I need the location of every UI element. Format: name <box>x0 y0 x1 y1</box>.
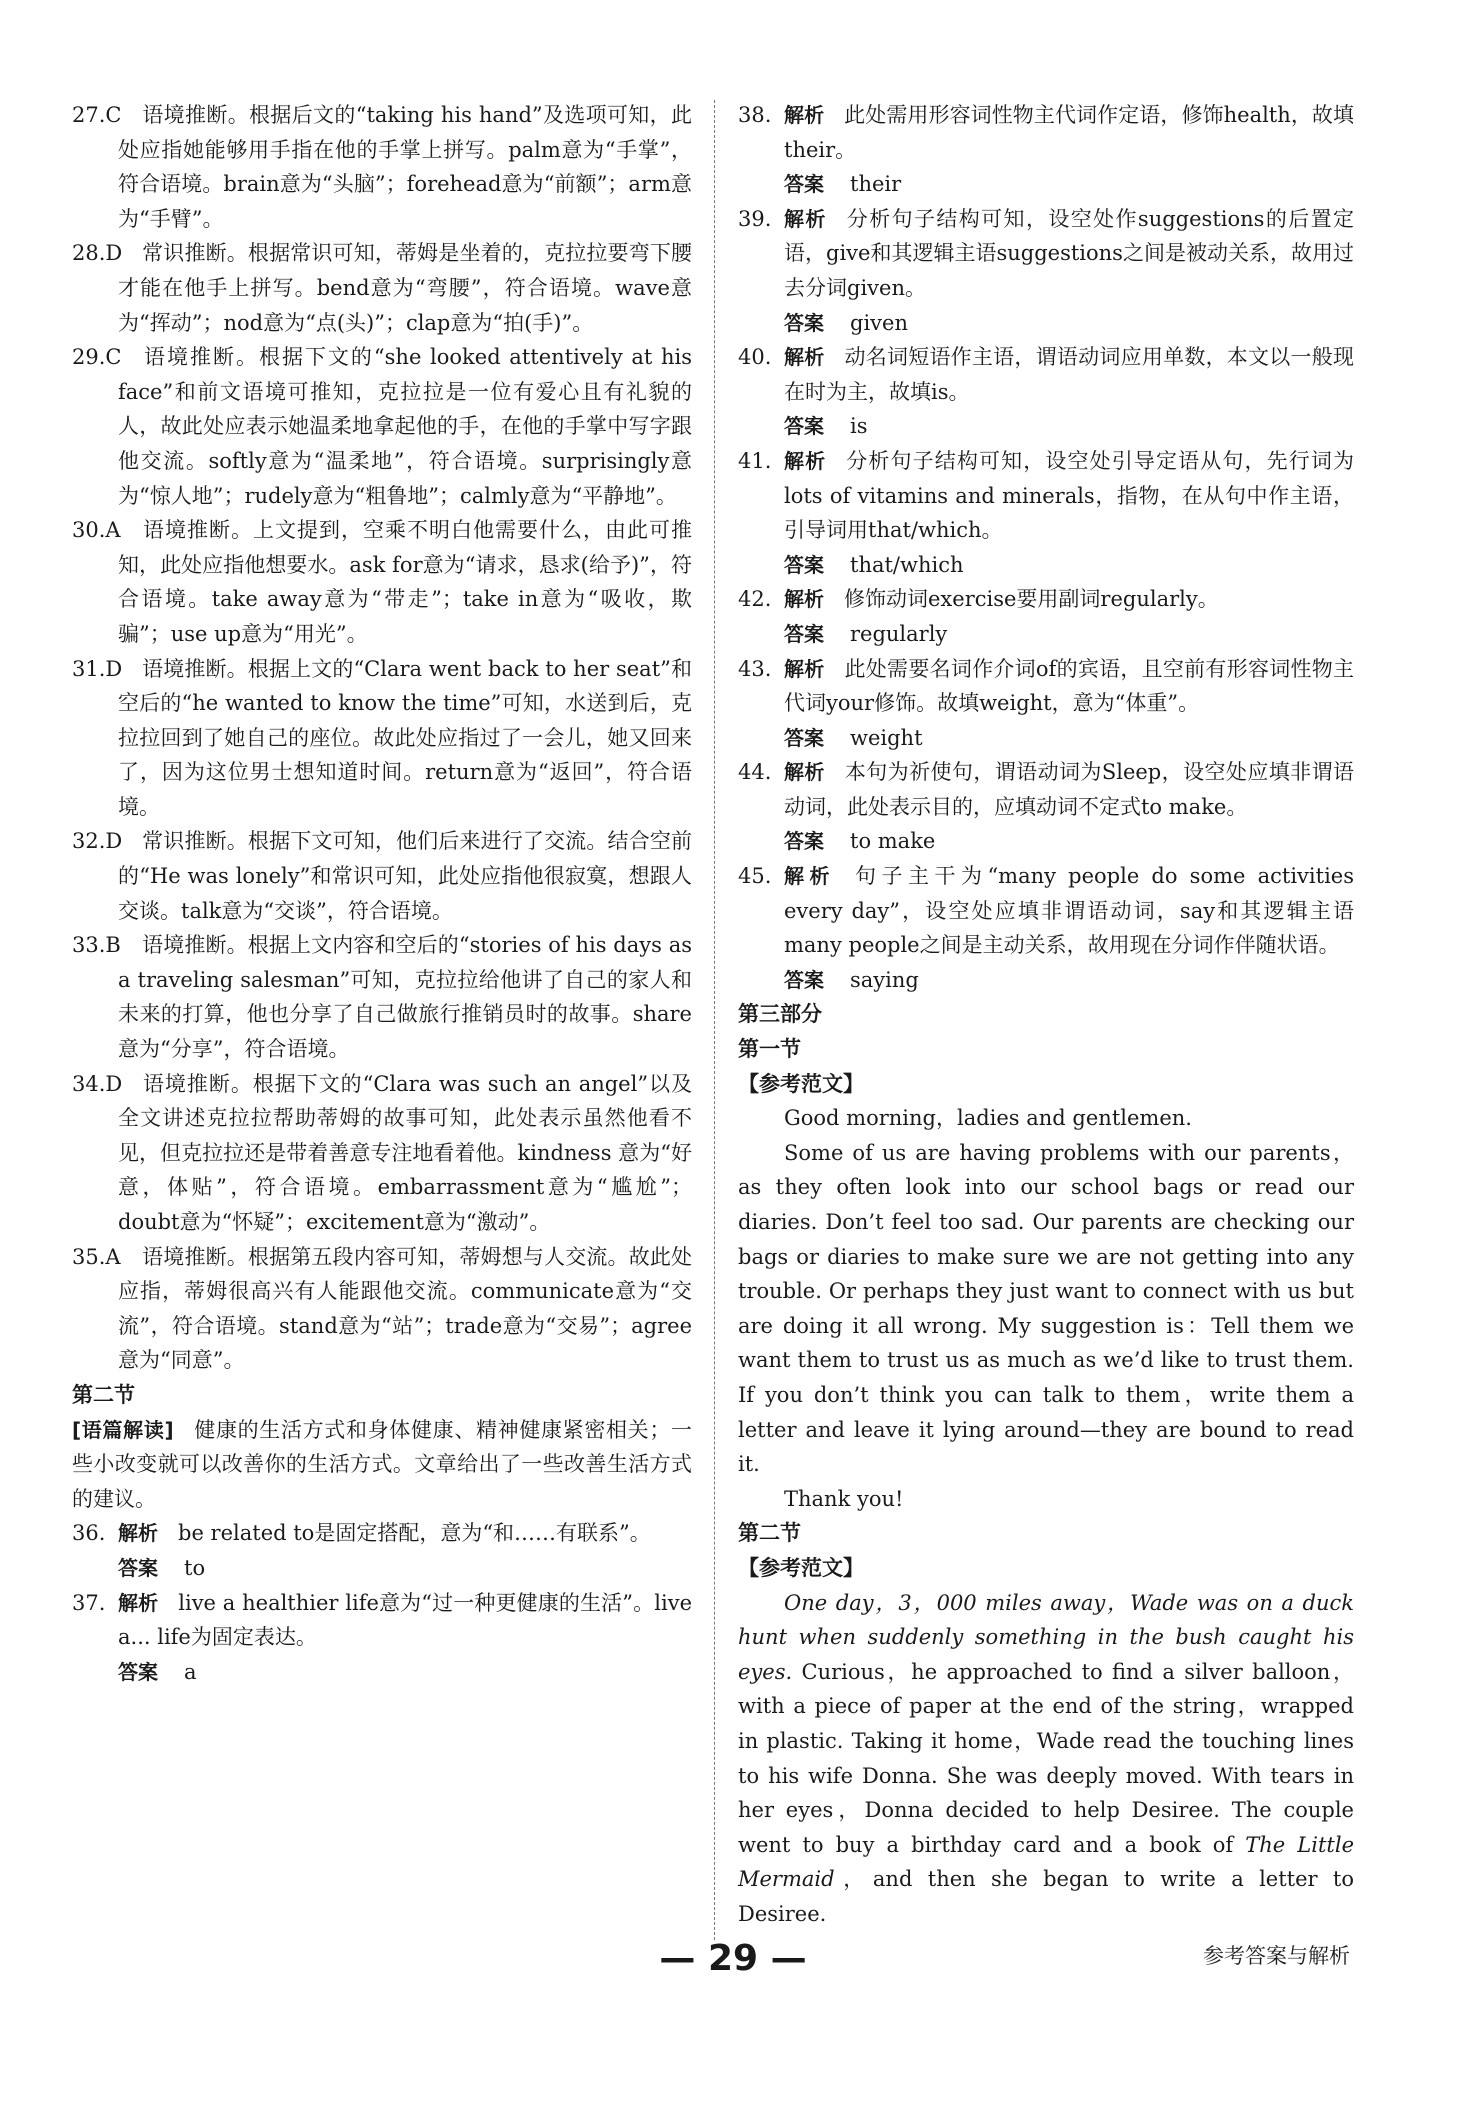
essay1-closing: Thank you! <box>784 1486 904 1511</box>
answer-item <box>72 236 692 340</box>
grammar-item <box>72 1516 692 1551</box>
grammar-item <box>738 340 1354 409</box>
part3-s2-label: 【参考范文】 <box>738 1555 864 1580</box>
question-number: 45. <box>738 864 772 889</box>
reading-text: 健康的生活方式和身体健康、精神健康紧密相关；一些小改变就可以改善你的生活方式。文章给出了一些改善生活方式的建议。 <box>72 1417 692 1511</box>
analysis-text: 动名词短语作主语，谓语动词应用单数，本文以一般现在时为主，故填is。 <box>784 345 1355 404</box>
answer-row <box>738 824 1354 859</box>
page-number: — 29 — <box>659 1938 807 1979</box>
answer-value: their <box>850 172 902 197</box>
grammar-item <box>738 652 1354 721</box>
answer-explanation: 语境推断。根据下文的“she looked attentively at his face”和前文语境可推知，克拉拉是一位有爱心且有礼貌的人，故此处应表示她温柔地拿起他的手，在他的手掌中写字跟他交流。softly意为“温柔地”，符合语境。surprisingly意为“惊人地”；rudely意为“粗鲁地”；calmly意为“平静地”。 <box>118 345 692 508</box>
question-number: 40. <box>738 345 772 370</box>
section2-heading: 第二节 <box>72 1382 135 1407</box>
answer-label: 答案 <box>784 725 824 750</box>
answer-row <box>738 409 1354 444</box>
essay2-book-title: The Little Mermaid <box>738 1832 1354 1892</box>
answer-value: saying <box>850 967 919 992</box>
grammar-item <box>72 1586 692 1655</box>
part3-s1-heading: 第一节 <box>738 1037 801 1062</box>
answer-number: 33.B <box>72 933 121 958</box>
analysis-text: live a healthier life意为“过一种更健康的生活”。live a... life为固定表达。 <box>118 1590 693 1650</box>
answer-explanation: 常识推断。根据下文可知，他们后来进行了交流。结合空前的“He was lonely”和常识可知，此处应指他很寂寞，想跟人交谈。talk意为“交谈”，符合语境。 <box>118 829 692 923</box>
answer-label: 答案 <box>784 172 824 197</box>
analysis-label: 解析 <box>784 864 835 889</box>
answer-explanation: 常识推断。根据常识可知，蒂姆是坐着的，克拉拉要弯下腰才能在他手上拼写。bend意为“弯腰”，符合语境。wave意为“挥动”；nod意为“点(头)”；clap意为“拍(手)”。 <box>118 241 692 335</box>
answer-explanation: 语境推断。根据第五段内容可知，蒂姆想与人交流。故此处应指，蒂姆很高兴有人能跟他交流。communicate意为“交流”，符合语境。stand意为“站”；trade意为“交易”；agree意为“同意”。 <box>118 1244 692 1373</box>
essay2-italic-start: One day，3，000 miles away，Wade was on a duck hunt when suddenly something in the bush caught his eyes. <box>738 1590 1354 1684</box>
answer-row <box>738 167 1354 202</box>
answer-value: weight <box>850 725 923 750</box>
essay2-body <box>738 1586 1354 1932</box>
question-number: 38. <box>738 103 772 127</box>
answer-value: that/which <box>850 552 964 577</box>
analysis-label: 解析 <box>118 1590 159 1615</box>
part3-s2-heading: 第二节 <box>738 1521 801 1546</box>
answer-label: 答案 <box>784 552 824 577</box>
answer-row <box>738 548 1354 583</box>
answer-row <box>72 1655 692 1690</box>
analysis-label: 解析 <box>118 1521 158 1546</box>
answer-item <box>72 652 692 825</box>
answer-number: 35.A <box>72 1244 121 1269</box>
answer-row <box>738 617 1354 652</box>
answer-item <box>72 340 692 513</box>
answer-row <box>738 306 1354 341</box>
footer-label: 参考答案与解析 <box>1203 1944 1350 1968</box>
answer-row <box>738 963 1354 998</box>
answer-value: a <box>184 1659 197 1684</box>
part3-s1-label: 【参考范文】 <box>738 1071 864 1096</box>
answer-row <box>738 721 1354 756</box>
analysis-text: 修饰动词exercise要用副词regularly。 <box>844 587 1219 612</box>
analysis-label: 解析 <box>784 587 824 612</box>
answer-value: to <box>184 1555 206 1580</box>
question-number: 43. <box>738 656 772 681</box>
analysis-label: 解析 <box>784 760 825 785</box>
answer-label: 答案 <box>118 1555 158 1580</box>
grammar-item <box>738 202 1354 306</box>
grammar-item <box>738 582 1354 617</box>
answer-value: is <box>850 414 868 439</box>
answer-number: 29.C <box>72 345 122 370</box>
answer-item <box>72 1067 692 1240</box>
answer-value: given <box>850 310 908 335</box>
analysis-text: 分析句子结构可知，设空处引导定语从句，先行词为lots of vitamins and minerals，指物，在从句中作主语，引导词用that/which。 <box>784 448 1354 543</box>
analysis-text: 句子主干为“many people do some activities every day”，设空处应填非谓语动词，say和其逻辑主语many people之间是主动关系，故用现在分词作伴随状语。 <box>784 864 1354 958</box>
grammar-item <box>738 444 1354 548</box>
right-column <box>738 98 1354 1931</box>
answer-explanation: 语境推断。根据下文的“Clara was such an angel”以及全文讲述克拉拉帮助蒂姆的故事可知，此处表示虽然他看不见，但克拉拉还是带着善意专注地看着他。kindness 意为“好意，体贴”，符合语境。embarrassment意为“尴尬”；doubt意为“怀疑”；excitement意为“激动”。 <box>118 1071 692 1234</box>
answer-item <box>72 1240 692 1378</box>
question-number: 42. <box>738 587 772 612</box>
grammar-item <box>738 755 1354 824</box>
analysis-text: 此处需用形容词性物主代词作定语，修饰health，故填their。 <box>784 103 1355 162</box>
answer-value: to make <box>850 829 936 854</box>
answer-label: 答案 <box>118 1659 158 1684</box>
answer-number: 34.D <box>72 1071 123 1096</box>
analysis-label: 解析 <box>784 656 825 681</box>
analysis-label: 解析 <box>784 103 825 127</box>
answer-label: 答案 <box>784 829 824 854</box>
answer-label: 答案 <box>784 310 824 335</box>
analysis-text: 本句为祈使句，谓语动词为Sleep，设空处应填非谓语动词，此处表示目的，应填动词不定式to make。 <box>784 760 1355 819</box>
cloze-answers <box>72 98 692 1378</box>
essay2-end: ，and then she began to write a letter to Desiree. <box>738 1867 1354 1926</box>
analysis-text: 此处需要名词作介词of的宾语，且空前有形容词性物主代词your修饰。故填weight，意为“体重”。 <box>784 656 1354 716</box>
answer-number: 27.C <box>72 103 122 127</box>
answer-number: 28.D <box>72 241 123 266</box>
reading-label: [语篇解读] <box>72 1417 174 1442</box>
analysis-label: 解析 <box>784 345 825 370</box>
question-number: 37. <box>72 1590 106 1615</box>
analysis-text: be related to是固定搭配，意为“和……有联系”。 <box>178 1521 651 1546</box>
part3-heading: 第三部分 <box>738 1002 822 1027</box>
analysis-text: 分析句子结构可知，设空处作suggestions的后置定语，give和其逻辑主语suggestions之间是被动关系，故用过去分词given。 <box>784 206 1354 300</box>
grammar-answers-left <box>72 1516 692 1689</box>
answer-explanation: 语境推断。上文提到，空乘不明白他需要什么，由此可推知，此处应指他想要水。ask for意为“请求，恳求(给予)”，符合语境。take away意为“带走”；take in意为“吸收，欺骗”；use up意为“用光”。 <box>118 518 692 646</box>
answer-item <box>72 98 692 236</box>
answer-item <box>72 513 692 651</box>
answer-item <box>72 824 692 928</box>
essay1-body: Some of us are having problems with our parents，as they often look into our school bags or read our diaries. Don’t feel too sad. Our parents are checking our bags or diaries to make sure we are not getting into any trouble. Or perhaps they just want to connect with us but are doing it all wrong. My suggestion is：Tell them we want them to trust us as much as we’d like to trust them. If you don’t think you can talk to them，write them a letter and leave it lying around—they are bound to read it. <box>738 1140 1354 1477</box>
analysis-label: 解析 <box>784 448 827 473</box>
left-column <box>72 98 692 1689</box>
answer-number: 31.D <box>72 656 123 681</box>
answer-label: 答案 <box>784 621 824 646</box>
grammar-item <box>738 859 1354 963</box>
answer-value: regularly <box>850 621 948 646</box>
essay1-greeting: Good morning，ladies and gentlemen. <box>784 1106 1192 1131</box>
question-number: 39. <box>738 206 772 231</box>
answer-number: 32.D <box>72 829 123 854</box>
question-number: 36. <box>72 1521 106 1546</box>
reading-summary <box>72 1413 692 1517</box>
answer-explanation: 语境推断。根据上文的“Clara went back to her seat”和空后的“he wanted to know the time”可知，水送到后，克拉拉回到了她自己的座位。故此处应指过了一会儿，她又回来了，因为这位男士想知道时间。return意为“返回”，符合语境。 <box>118 656 692 819</box>
answer-label: 答案 <box>784 967 824 992</box>
essay2-text: Curious，he approached to find a silver balloon，with a piece of paper at the end of the string，wrapped in plastic. Taking it home，Wade read the touching lines to his wife Donna. She was deeply moved. With tears in her eyes，Donna decided to help Desiree. The couple went to buy a birthday card and a book of <box>738 1659 1354 1857</box>
grammar-item <box>738 98 1354 167</box>
grammar-answers-right <box>738 98 1354 997</box>
answer-item <box>72 928 692 1066</box>
answer-explanation: 语境推断。根据上文内容和空后的“stories of his days as a traveling salesman”可知，克拉拉给他讲了自己的家人和未来的打算，他也分享了自己做旅行推销员时的故事。share意为“分享”，符合语境。 <box>118 933 692 1062</box>
answer-number: 30.A <box>72 518 121 543</box>
question-number: 41. <box>738 448 772 473</box>
column-divider <box>714 100 715 1940</box>
answer-label: 答案 <box>784 414 824 439</box>
analysis-label: 解析 <box>784 206 827 231</box>
answer-row <box>72 1551 692 1586</box>
answer-explanation: 语境推断。根据后文的“taking his hand”及选项可知，此处应指她能够用手指在他的手掌上拼写。palm意为“手掌”，符合语境。brain意为“头脑”；forehead意为“前额”；arm意为“手臂”。 <box>118 103 692 231</box>
question-number: 44. <box>738 760 772 785</box>
